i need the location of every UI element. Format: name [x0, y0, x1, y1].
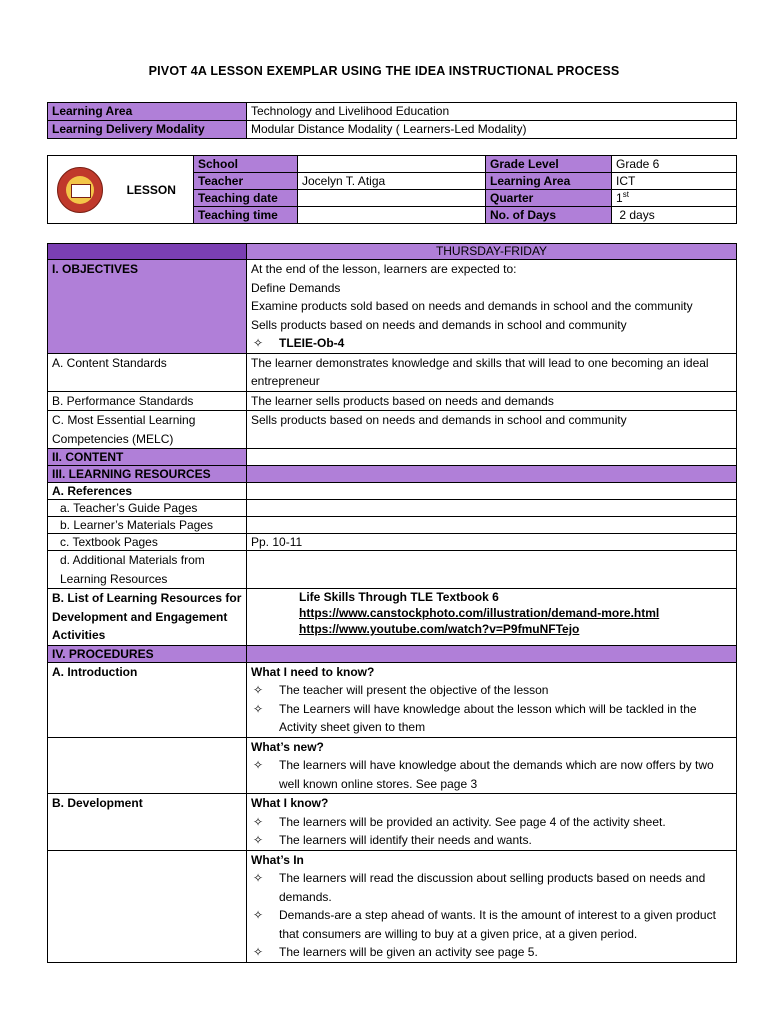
school-seal-logo	[57, 167, 103, 213]
list-item: ✧ The learners will be provided an activity. See page 4 of the activity sheet.	[251, 813, 732, 832]
resources-label: III. LEARNING RESOURCES	[48, 466, 247, 483]
introduction-label: A. Introduction	[48, 662, 247, 737]
objectives-intro: At the end of the lesson, learners are expected to:	[251, 262, 517, 276]
teacher-value: Jocelyn T. Atiga	[298, 173, 486, 190]
list-item: ✧ The learners will read the discussion about selling products based on needs and demands.	[251, 869, 732, 906]
list-item: ✧ The learners will have knowledge about the demands which are now offers by two well known online stores. See page 3	[251, 756, 732, 793]
what-i-know-cell	[247, 794, 737, 851]
performance-standards-value: The learner sells products based on needs and demands	[247, 391, 737, 411]
resources-value	[247, 466, 737, 483]
objective-item: Examine products sold based on needs and demands in school and the community	[251, 299, 693, 313]
diamond-bullet-icon: ✧	[253, 908, 264, 922]
grade-level-value: Grade 6	[612, 156, 737, 173]
need-to-know-cell	[247, 662, 737, 737]
content-label: II. CONTENT	[48, 449, 247, 466]
objectives-cell	[247, 260, 737, 354]
whats-in-heading: What’s In	[251, 852, 304, 867]
teachers-guide-value	[247, 500, 737, 517]
teachers-guide-label: a. Teacher’s Guide Pages	[48, 500, 247, 517]
references-label: A. References	[48, 483, 247, 500]
introduction-empty	[48, 737, 247, 794]
objective-item: Sells products based on needs and demands in school and community	[251, 317, 627, 332]
lesson-plan-table	[47, 243, 737, 963]
textbook-value: Pp. 10-11	[247, 534, 737, 551]
learning-area-value-2: ICT	[612, 173, 737, 190]
diamond-bullet-icon: ✧	[253, 814, 264, 829]
page-title: PIVOT 4A LESSON EXEMPLAR USING THE IDEA INSTRUCTIONAL PROCESS	[148, 64, 620, 78]
modality-value: Modular Distance Modality ( Learners-Led Modality)	[247, 121, 737, 139]
objectives-label: I. OBJECTIVES	[48, 260, 247, 354]
content-standards-label: A. Content Standards	[48, 353, 247, 391]
teacher-label: Teacher	[194, 173, 298, 190]
what-i-know-heading: What I know?	[251, 796, 329, 810]
resource-link[interactable]: https://www.canstockphoto.com/illustration/demand-more.html	[299, 606, 660, 620]
list-resources-label: B. List of Learning Resources for Development and Engagement Activities	[48, 589, 247, 646]
content-value	[247, 449, 737, 466]
list-item: ✧ The teacher will present the objective of the lesson	[251, 681, 732, 700]
quarter-value: 1st	[612, 190, 737, 207]
diamond-bullet-icon: ✧	[253, 336, 264, 350]
diamond-bullet-icon: ✧	[253, 833, 264, 847]
school-label: School	[194, 156, 298, 173]
list-item: ✧ Demands-are a step ahead of wants. It is the amount of interest to a given product that consumers are willing to buy at a given price, at a given period.	[251, 906, 732, 943]
objective-code-row	[251, 334, 732, 353]
lesson-header-table	[47, 155, 737, 224]
days-value: 2 days	[612, 207, 737, 224]
additional-materials-label: d. Additional Materials from Learning Resources	[48, 551, 247, 589]
lesson-label: LESSON	[110, 156, 194, 224]
teaching-time-label: Teaching time	[194, 207, 298, 224]
list-item: ✧ The learners will be given an activity see page 5.	[251, 943, 732, 962]
learners-materials-label: b. Learner’s Materials Pages	[48, 517, 247, 534]
textbook-label: c. Textbook Pages	[48, 534, 247, 551]
melc-value: Sells products based on needs and demands in school and community	[247, 411, 737, 449]
content-standards-value: The learner demonstrates knowledge and skills that will lead to one becoming an ideal entrepreneur	[247, 353, 737, 391]
whats-new-heading: What’s new?	[251, 739, 324, 754]
diamond-bullet-icon: ✧	[253, 945, 264, 959]
procedures-label: IV. PROCEDURES	[48, 645, 247, 662]
school-value	[298, 156, 486, 173]
objective-code: TLEIE-Ob-4	[279, 336, 345, 350]
corner-cell	[48, 244, 247, 260]
learning-area-value: Technology and Livelihood Education	[247, 103, 737, 121]
diamond-bullet-icon: ✧	[253, 758, 264, 772]
grade-level-label: Grade Level	[486, 156, 612, 173]
learning-area-label: Learning Area	[48, 103, 247, 121]
days-label: No. of Days	[486, 207, 612, 224]
teaching-date-label: Teaching date	[194, 190, 298, 207]
learning-area-label-2: Learning Area	[486, 173, 612, 190]
day-header: THURSDAY-FRIDAY	[247, 244, 737, 260]
diamond-bullet-icon: ✧	[253, 683, 264, 697]
diamond-bullet-icon: ✧	[253, 701, 264, 716]
learners-materials-value	[247, 517, 737, 534]
list-item: ✧ The learners will identify their needs and wants.	[251, 831, 732, 850]
procedures-value	[247, 645, 737, 662]
references-value	[247, 483, 737, 500]
logo-cell	[48, 156, 110, 224]
diamond-bullet-icon: ✧	[253, 871, 264, 885]
resource-link[interactable]: https://www.youtube.com/watch?v=P9fmuNFTejo	[299, 622, 580, 636]
resource-textbook: Life Skills Through TLE Textbook 6	[299, 590, 499, 604]
info-table	[47, 102, 737, 139]
performance-standards-label: B. Performance Standards	[48, 391, 247, 411]
whats-new-cell	[247, 737, 737, 794]
additional-materials-value	[247, 551, 737, 589]
quarter-label: Quarter	[486, 190, 612, 207]
modality-label: Learning Delivery Modality	[48, 121, 247, 139]
objective-item: Define Demands	[251, 280, 341, 295]
need-to-know-heading: What I need to know?	[251, 664, 375, 679]
list-resources-cell	[247, 589, 737, 646]
melc-label: C. Most Essential Learning Competencies (MELC)	[48, 411, 247, 449]
teaching-date-value	[298, 190, 486, 207]
list-item: ✧ The Learners will have knowledge about the lesson which will be tackled in the Activity sheet given to them	[251, 700, 732, 737]
development-label: B. Development	[48, 794, 247, 851]
whats-in-cell	[247, 850, 737, 962]
teaching-time-value	[298, 207, 486, 224]
development-empty	[48, 850, 247, 962]
